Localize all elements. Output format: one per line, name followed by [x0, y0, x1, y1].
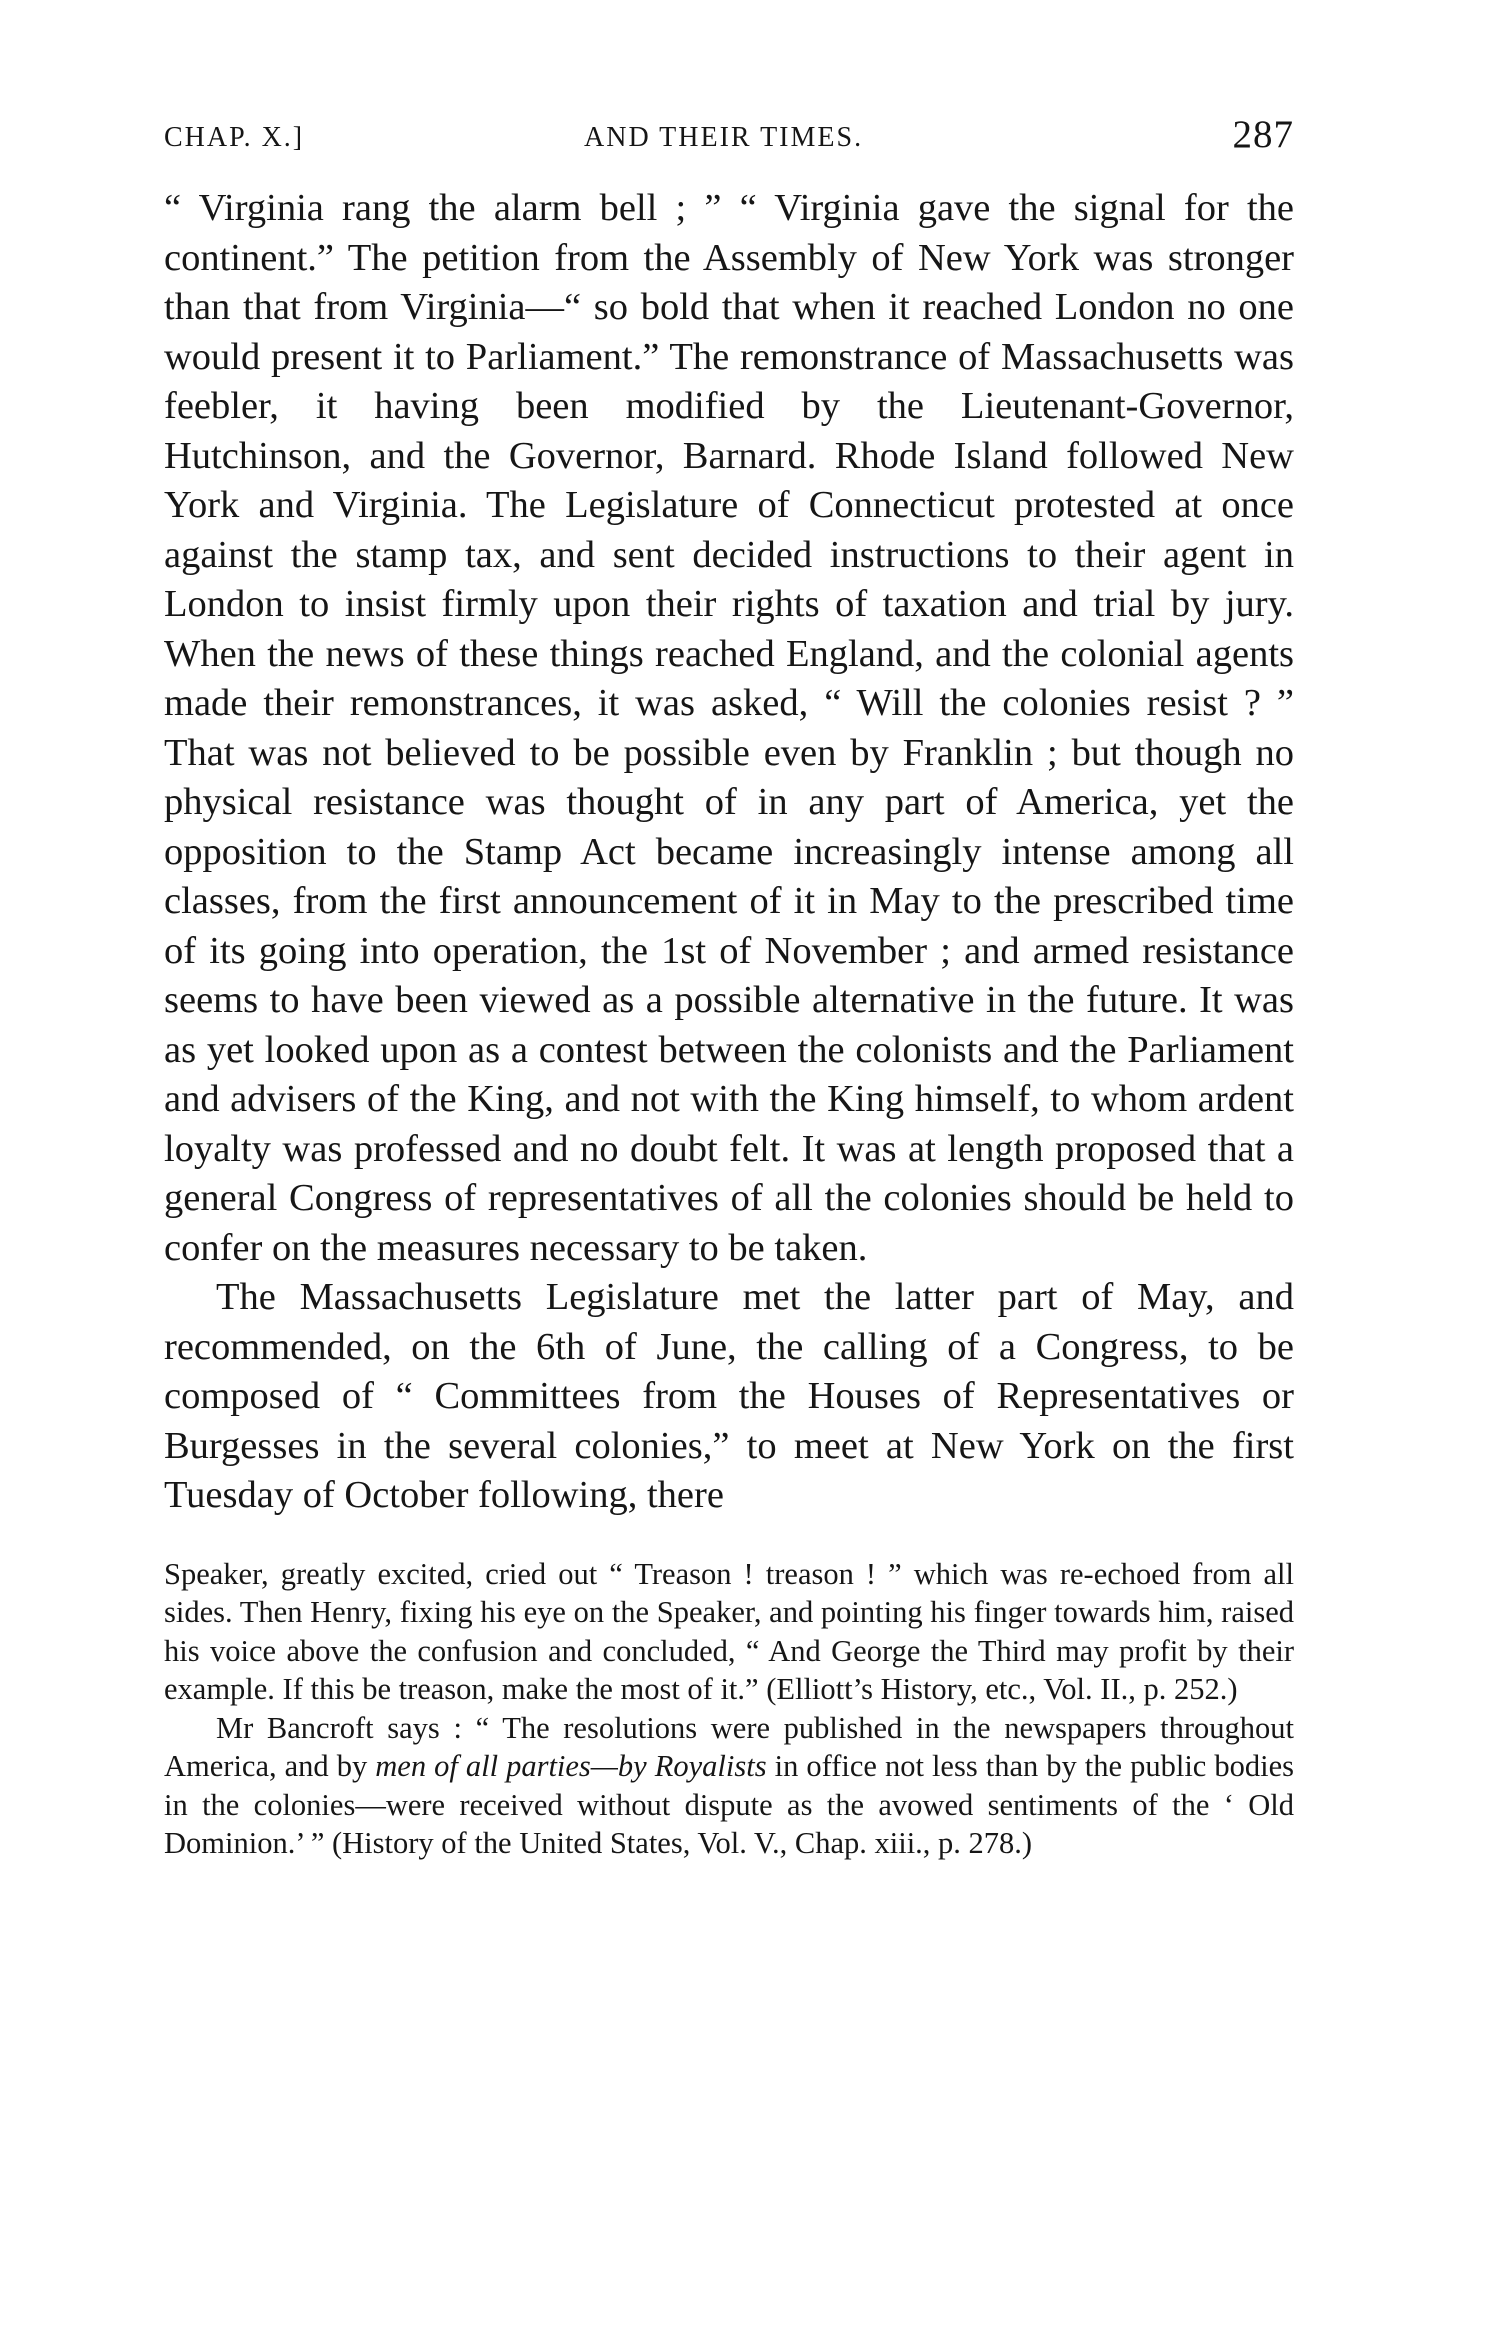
footnote-bancroft-text-end: in office not less than by the public bodies in the colonies—were received without dispute as the avowed sentiments of the ‘ Old Dominion.’ ” (History of the United States, Vol. V., Chap. xiii., p. 278.)	[164, 1749, 1294, 1860]
footnotes	[164, 1555, 1294, 1863]
footnote-continuation: Speaker, greatly excited, cried out “ Treason ! treason ! ” which was re-echoed from all sides. Then Henry, fixing his eye on the Speaker, and pointing his finger towards him, raised his voice above the confusion and concluded, “ And George the Third may profit by their example. If this be treason, make the most of it.” (Elliott’s History, etc., Vol. II., p. 252.)	[164, 1556, 1294, 1706]
page-number: 287	[1232, 113, 1294, 156]
footnote-bancroft-italic: men of all parties—by Royalists	[375, 1749, 767, 1783]
chapter-label: CHAP. X.]	[164, 122, 305, 153]
footnote-bancroft-text-start: Mr Bancroft says : “ The resolutions were published in the newspapers throughout America, and by	[164, 1710, 1294, 1783]
footnote-bancroft	[164, 1709, 1294, 1863]
body-paragraph-2: The Massachusetts Legislature met the latter part of May, and recommended, on the 6th of June, the calling of a Congress, to be composed of “ Committees from the Houses of Representatives or Burgesses in the several colonies,” to meet at New York on the first Tuesday of October following, there	[164, 1276, 1294, 1516]
running-head	[164, 108, 1294, 168]
main-text	[164, 184, 1294, 1521]
book-page	[164, 108, 1294, 1863]
body-paragraph-1: “ Virginia rang the alarm bell ; ” “ Virginia gave the signal for the continent.” The petition from the Assembly of New York was stronger than that from Virginia—“ so bold that when it reached London no one would present it to Parliament.” The remonstrance of Massachusetts was feebler, it having been modified by the Lieutenant-Governor, Hutchinson, and the Governor, Barnard. Rhode Island followed New York and Virginia. The Legislature of Connecticut protested at once against the stamp tax, and sent decided instructions to their agent in London to insist firmly upon their rights of taxation and trial by jury. When the news of these things reached England, and the colonial agents made their remonstrances, it was asked, “ Will the colonies resist ? ” That was not believed to be possible even by Franklin ; but though no physical resistance was thought of in any part of America, yet the opposition to the Stamp Act became increasingly intense among all classes, from the first announcement of it in May to the prescribed time of its going into operation, the 1st of November ; and armed resistance seems to have been viewed as a possible alternative in the future. It was as yet looked upon as a contest between the colonists and the Parliament and advisers of the King, and not with the King himself, to whom ardent loyalty was professed and no doubt felt. It was at length proposed that a general Congress of representatives of all the colonies should be held to confer on the measures necessary to be taken.	[164, 187, 1294, 1269]
running-title: AND THEIR TIMES.	[584, 122, 864, 153]
